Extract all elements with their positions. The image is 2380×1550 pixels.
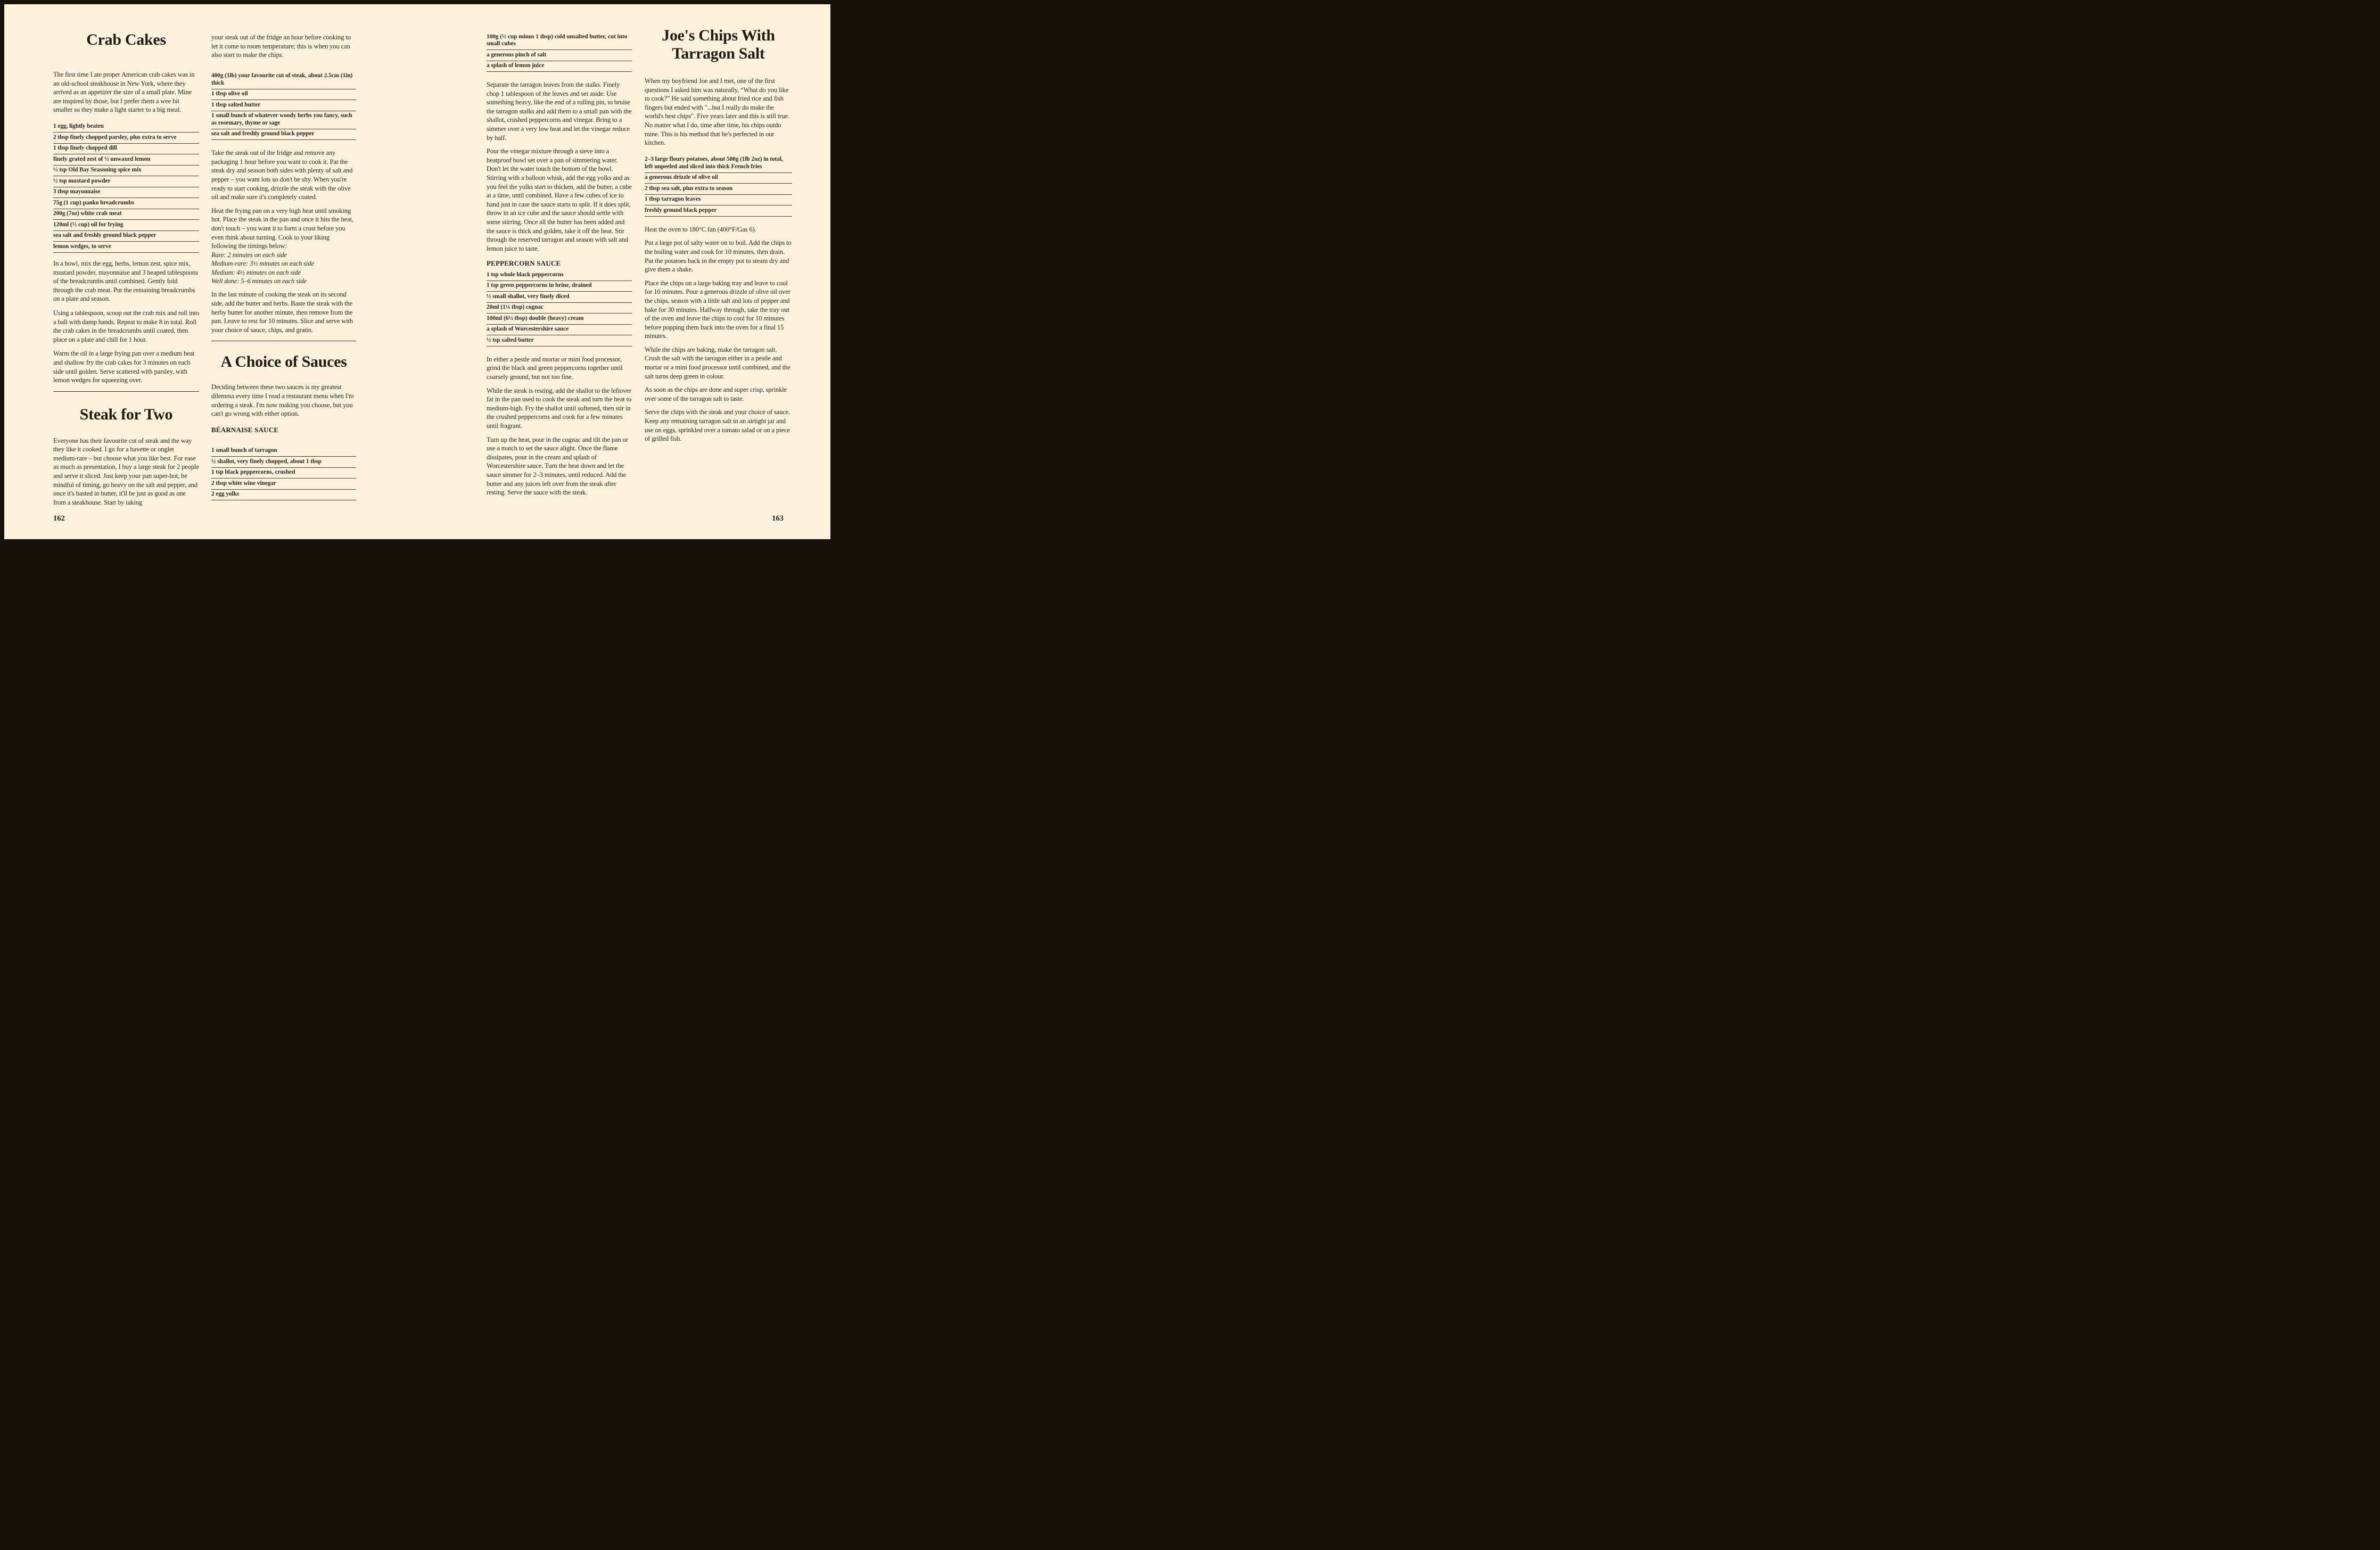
ingredient-row: freshly ground black pepper — [645, 205, 792, 217]
ingredient-list-peppercorn — [487, 270, 632, 347]
method-paragraph: Put a large pot of salty water on to boil. Add the chips to the boiling water and cook for 10 minutes, then drain. Put the potatoes back in the empty pot to steam dry and give them a shake. — [645, 239, 792, 274]
method-paragraph: In the last minute of cooking the steak on its second side, add the butter and herbs. Baste the steak with the herby butter for another minute, then remove from the pan. Leave to rest for 10 minutes. Slice and serve with your choice of sauce, chips, and gratin. — [211, 291, 353, 334]
method-paragraph: In a bowl, mix the egg, herbs, lemon zest, spice mix, mustard powder, mayonnaise and 3 heaped tablespoons of the breadcrumbs until combined. Gently fold through the crab meat. Put the remaining breadcrumbs on a plate and season. — [53, 259, 198, 303]
recipe-title-joes-chips: Joe's Chips With Tarragon Salt — [662, 27, 775, 62]
ingredient-row: 1 tsp green peppercorns in brine, drained — [487, 281, 632, 292]
cookbook-spread — [0, 0, 835, 543]
right-page-column-1 — [487, 4, 632, 539]
method-paragraph: While the chips are baking, make the tarragon salt. Crush the salt with the tarragon either in a pestle and mortar or a mini food processor until combined, and the salt turns deep green in colour. — [645, 345, 790, 380]
method-paragraph: In either a pestle and mortar or mini food processor, grind the black and green peppercorns together until coarsely ground, but not too fine. — [487, 355, 623, 381]
method-paragraph: Place the chips on a large baking tray and leave to cool for 10 minutes. Pour a generous drizzle of olive oil over the chips, season with a little salt and lots of pepper and bake for 30 minutes. Halfway through, take the tray out of the oven and leave the chips to cool for 10 minutes before popping them back into the oven for a final 15 minutes. — [645, 279, 790, 340]
ingredient-row: a splash of lemon juice — [487, 61, 632, 72]
ingredient-row: 2 tbsp sea salt, plus extra to season — [645, 184, 792, 195]
timing-line: Medium: 4½ minutes on each side — [211, 268, 301, 276]
method-paragraph: Separate the tarragon leaves from the stalks. Finely chop 1 tablespoon of the leaves and set aside. Use something heavy, like the end of a rolling pin, to bruise the tarragon stalks and add them to a small pan with the shallot, crushed peppercorns and vinegar. Bring to a simmer over a very low heat and let the vinegar reduce by half. — [487, 81, 632, 142]
ingredient-row: finely grated zest of ½ unwaxed lemon — [53, 154, 199, 166]
cooking-timings — [211, 251, 356, 286]
page-number-left: 162 — [53, 514, 65, 523]
recipe-title-crab-cakes: Crab Cakes — [86, 31, 166, 48]
recipe-title-choice-of-sauces: A Choice of Sauces — [220, 353, 347, 371]
ingredient-list-bearnaise — [211, 446, 356, 501]
ingredient-row: 1 small bunch of whatever woody herbs you fancy, such as rosemary, thyme or sage — [211, 111, 356, 129]
intro-continued-steak: your steak out of the fridge an hour before cooking to let it come to room temperature; this is when you can also start to make the chips. — [211, 34, 351, 59]
recipe-title-steak-for-two: Steak for Two — [79, 405, 173, 423]
ingredient-row: 1 tbsp olive oil — [211, 89, 356, 101]
method-paragraph: As soon as the chips are done and super crisp, sprinkle over some of the tarragon salt to taste. — [645, 386, 787, 402]
method-paragraph: While the steak is resting, add the shallot to the leftover fat in the pan used to cook the steak and turn the heat to medium-high. Fry the shallot until softened, then stir in the crushed peppercorns and cook for a few minutes until fragrant. — [487, 386, 632, 430]
page-number-right: 163 — [772, 514, 784, 523]
ingredient-row: 200g (7oz) white crab meat — [53, 209, 199, 220]
ingredient-row: sea salt and freshly ground black pepper — [53, 231, 199, 242]
ingredient-row: sea salt and freshly ground black pepper — [211, 129, 356, 141]
ingredient-row: 2–3 large floury potatoes, about 500g (1lb 2oz) in total, left unpeeled and sliced into thick French fries — [645, 155, 792, 173]
subheading-peppercorn-sauce: PEPPERCORN SAUCE — [487, 259, 561, 268]
ingredient-row: 3 tbsp mayonnaise — [53, 187, 199, 199]
timing-line: Well done: 5–6 minutes on each side — [211, 277, 307, 285]
ingredient-row: 20ml (1¼ tbsp) cognac — [487, 303, 632, 314]
method-paragraph: Using a tablespoon, scoop out the crab mix and roll into a ball with damp hands. Repeat to make 8 in total. Roll the crab cakes in the breadcrumbs until coated, then place on a plate and chill for 1 hour. — [53, 309, 199, 343]
right-page-column-2 — [645, 4, 792, 539]
ingredient-row: 1 tbsp salted butter — [211, 100, 356, 111]
timing-line: Rare: 2 minutes on each side — [211, 251, 287, 259]
method-joes-chips — [645, 225, 792, 443]
ingredient-row: ½ shallot, very finely chopped, about 1 tbsp — [211, 457, 356, 468]
ingredient-row: a generous pinch of salt — [487, 50, 632, 61]
ingredient-row: a splash of Worcestershire sauce — [487, 325, 632, 336]
ingredient-row: 75g (1 cup) panko breadcrumbs — [53, 198, 199, 209]
recipe-intro-choice-of-sauces: Deciding between these two sauces is my greatest dilemma every time I read a restaurant menu when I'm ordering a steak. I'm now making you choose, but you can't go wrong with either option. — [211, 383, 354, 418]
ingredient-row: 1 small bunch of tarragon — [211, 446, 356, 457]
left-page-column-1 — [53, 4, 199, 539]
timing-line: Medium-rare: 3½ minutes on each side — [211, 260, 314, 268]
ingredient-row: 1 egg, lightly beaten — [53, 122, 199, 133]
method-bearnaise — [487, 80, 632, 253]
recipe-intro-joes-chips: When my boyfriend Joe and I met, one of the first questions I asked him was naturally, “What do you like to cook?” He said something about fried rice and fish fingers but ended with "...but I really do make the world's best chips". Five years later and this is still true. No matter what I do, time after time, his chips outdo mine. This is his method that he's perfected in our kitchen. — [645, 77, 789, 147]
ingredient-row: lemon wedges, to serve — [53, 242, 199, 253]
method-paragraph: Heat the frying pan on a very high heat until smoking hot. Place the steak in the pan and once it hits the heat, don't touch – you want it to form a crust before you even think about turning. Cook to your liking following the timings below: — [211, 207, 353, 250]
method-paragraph: Warm the oil in a large frying pan over a medium heat and shallow fry the crab cakes for 3 minutes on each side until golden. Serve scattered with parsley, with lemon wedges for squeezing over. — [53, 350, 195, 384]
method-paragraph: Take the steak out of the fridge and remove any packaging 1 hour before you want to cook it. Pat the steak dry and season both sides with plenty of salt and pepper – you want lots so don't be shy. When you're ready to start cooking, drizzle the steak with the olive oil and make sure it's completely coated. — [211, 149, 353, 201]
ingredient-row: 400g (1lb) your favourite cut of steak, about 2.5cm (1in) thick — [211, 71, 356, 89]
method-crab-cakes — [53, 259, 199, 385]
ingredient-row: 120ml (½ cup) oil for frying — [53, 220, 199, 231]
ingredient-row: 100ml (6½ tbsp) double (heavy) cream — [487, 314, 632, 325]
method-paragraph: Serve the chips with the steak and your choice of sauce. Keep any remaining tarragon salt in an airtight jar and use on eggs, sprinkled over a tomato salad or on a piece of grilled fish. — [645, 408, 790, 443]
ingredient-row: ½ tsp mustard powder — [53, 176, 199, 187]
ingredient-row: 1 tsp whole black peppercorns — [487, 270, 632, 281]
ingredient-row: 1 tbsp finely chopped dill — [53, 144, 199, 155]
ingredient-row: 1 tsp black peppercorns, crushed — [211, 468, 356, 479]
section-divider — [53, 391, 199, 392]
ingredient-row: ½ tsp Old Bay Seasoning spice mix — [53, 166, 199, 177]
ingredient-list-crab-cakes — [53, 122, 199, 253]
ingredient-row: 2 tbsp finely chopped parsley, plus extra to serve — [53, 133, 199, 144]
ingredient-list-joes-chips — [645, 155, 792, 217]
method-paragraph: Pour the vinegar mixture through a sieve into a heatproof bowl set over a pan of simmering water. Don't let the water touch the bottom of the bowl. Stirring with a balloon whisk, add the egg yolks and as you feel the yolks start to thicken, add the butter, a cube at a time, until combined. Have a few cubes of ice to hand just in case the sauce starts to split. If it does split, throw in an ice cube and the sauce should settle with some stirring. Once all the butter has been added and the sauce is thick and golden, take it off the heat. Stir through the reserved tarragon and season with salt and lemon juice to taste. — [487, 147, 632, 252]
ingredient-row: 1 tbsp tarragon leaves — [645, 195, 792, 206]
ingredient-row: 2 egg yolks — [211, 490, 356, 501]
method-paragraph: Heat the oven to 180°C fan (400°F/Gas 6). — [645, 225, 756, 233]
ingredient-row: 2 tbsp white wine vinegar — [211, 479, 356, 490]
ingredient-row: 100g (½ cup minus 1 tbsp) cold unsalted butter, cut into small cubes — [487, 32, 632, 50]
ingredient-list-bearnaise-continued — [487, 32, 632, 72]
method-steak — [211, 149, 356, 251]
ingredient-row: ½ tsp salted butter — [487, 335, 632, 347]
ingredient-row: a generous drizzle of olive oil — [645, 173, 792, 184]
left-page-column-2 — [211, 4, 356, 539]
ingredient-row: ½ small shallot, very finely diced — [487, 292, 632, 303]
method-paragraph: Turn up the heat, pour in the cognac and tilt the pan or use a match to set the sauce alight. Once the flame dissipates, pour in the cream and splash of Worcestershire sauce. Turn the heat down and let the sauce simmer for 2–3 minutes, until reduced. Add the butter and any juices left over from the steak after resting. Serve the sauce with the steak. — [487, 435, 628, 497]
recipe-intro-crab-cakes: The first time I ate proper American crab cakes was in an old-school steakhouse in New York, where they arrived as an appetizer the size of a small plate. Mine are inspired by those, but I prefer them a wee bit smaller so they make a light starter to a big meal. — [53, 71, 195, 114]
method-peppercorn — [487, 355, 632, 497]
subheading-bearnaise-sauce: BÉARNAISE SAUCE — [211, 425, 279, 434]
ingredient-list-steak — [211, 71, 356, 141]
recipe-intro-steak-for-two: Everyone has their favourite cut of steak and the way they like it cooked. I go for a bavette or onglet medium-rare – but choose what you like best. For ease as much as presentation, I buy a large steak for 2 people and serve it sliced. Just keep your pan super-hot, be mindful of timing, go heavy on the salt and pepper, and once it's basted in butter, it'll be just as good as one from a steakhouse. Start by taking — [53, 436, 199, 506]
